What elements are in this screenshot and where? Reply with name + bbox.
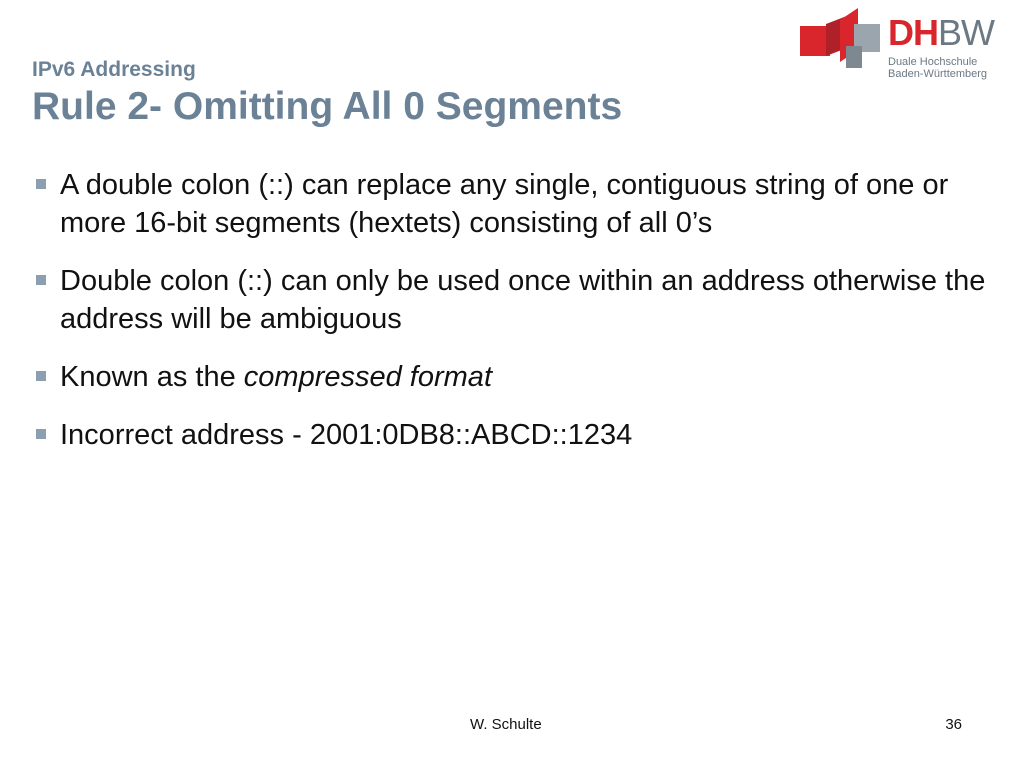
logo-wordmark-bw: BW: [938, 12, 994, 53]
bullet-list: [34, 166, 994, 474]
logo-subtitle-line2: Baden-Württemberg: [888, 68, 988, 80]
slide-subtitle: IPv6 Addressing: [32, 58, 196, 81]
dhbw-logo: [796, 6, 1006, 86]
bullet-text: [60, 361, 492, 393]
logo-subtitle-line1: Duale Hochschule: [888, 56, 978, 68]
page-number: 36: [945, 716, 962, 733]
bullet-text: Double colon (::) can only be used once within an address otherwise the address will be ambiguous: [60, 265, 986, 335]
bullet-item: [34, 416, 994, 454]
slide-title: Rule 2- Omitting All 0 Segments: [32, 85, 623, 128]
square-bullet-icon: [36, 179, 46, 189]
bullet-text: Incorrect address - 2001:0DB8::ABCD::1234: [60, 419, 633, 451]
square-bullet-icon: [36, 371, 46, 381]
bullet-text: A double colon (::) can replace any single, contiguous string of one or more 16-bit segments (hextets) consisting of all 0’s: [60, 169, 949, 239]
square-bullet-icon: [36, 275, 46, 285]
logo-wordmark: [888, 12, 994, 53]
bullet-text-emphasis: compressed format: [243, 361, 492, 393]
square-bullet-icon: [36, 429, 46, 439]
footer-author: W. Schulte: [470, 716, 542, 733]
bullet-item: [34, 262, 994, 338]
dhbw-logo-mark-icon: [796, 6, 880, 70]
bullet-item: [34, 166, 994, 242]
bullet-item: [34, 358, 994, 396]
logo-wordmark-dh: DH: [888, 12, 938, 53]
bullet-text-plain: Known as the: [60, 361, 244, 393]
